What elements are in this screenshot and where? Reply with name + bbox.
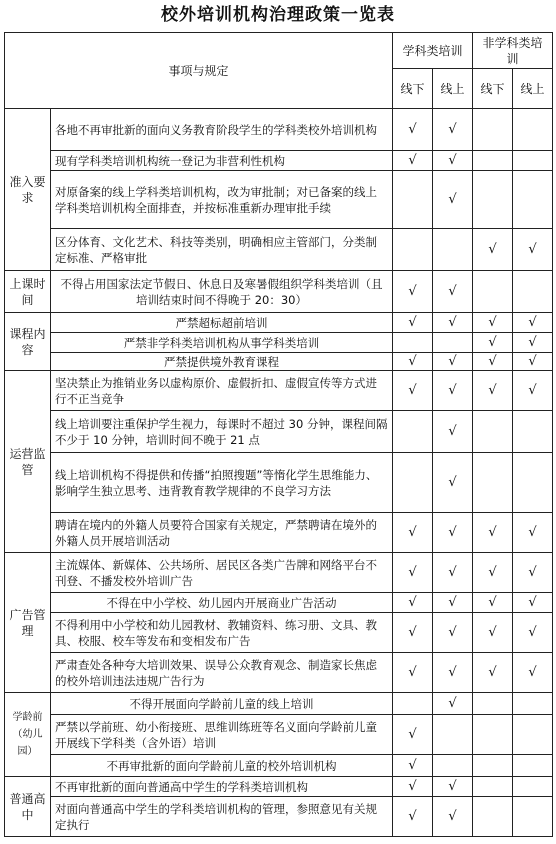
empty-cell (473, 755, 513, 777)
empty-cell (393, 411, 433, 453)
check-mark: √ (433, 271, 473, 313)
check-mark: √ (393, 553, 433, 593)
check-mark: √ (433, 777, 473, 797)
empty-cell (473, 797, 513, 837)
table-row (5, 613, 553, 653)
empty-cell (393, 333, 433, 353)
table-row (5, 171, 553, 229)
empty-cell (513, 109, 553, 151)
check-mark: √ (513, 653, 553, 693)
check-mark: √ (433, 553, 473, 593)
empty-cell (473, 151, 513, 171)
empty-cell (393, 453, 433, 513)
empty-cell (473, 271, 513, 313)
table-row (5, 453, 553, 513)
check-mark: √ (473, 593, 513, 613)
check-mark: √ (433, 653, 473, 693)
check-mark: √ (433, 593, 473, 613)
empty-cell (393, 171, 433, 229)
check-mark: √ (513, 553, 553, 593)
check-mark: √ (393, 715, 433, 755)
policy-item: 不再审批新的面向普通高中学生的学科类培训机构 (51, 777, 393, 797)
check-mark: √ (433, 109, 473, 151)
check-mark: √ (473, 229, 513, 271)
check-mark: √ (473, 353, 513, 371)
category-label: 广告管理 (5, 553, 51, 693)
non-academic-offline-header: 线下 (473, 69, 513, 109)
empty-cell (473, 109, 513, 151)
empty-cell (513, 777, 553, 797)
check-mark: √ (433, 613, 473, 653)
category-label: 准入要求 (5, 109, 51, 271)
check-mark: √ (513, 513, 553, 553)
policy-item: 严禁提供境外教育课程 (51, 353, 393, 371)
check-mark: √ (393, 797, 433, 837)
check-mark: √ (513, 333, 553, 353)
check-mark: √ (393, 109, 433, 151)
policy-item: 不得在中小学校、幼儿园内开展商业广告活动 (51, 593, 393, 613)
check-mark: √ (393, 777, 433, 797)
table-row (5, 693, 553, 715)
empty-cell (433, 229, 473, 271)
table-row (5, 109, 553, 151)
policy-table (4, 32, 553, 837)
policy-item: 坚决禁止为推销业务以虚构原价、虚假折扣、虚假宣传等方式进行不正当竞争 (51, 371, 393, 411)
check-mark: √ (473, 313, 513, 333)
empty-cell (513, 151, 553, 171)
policy-item: 对面向普通高中学生的学科类培训机构的管理，参照意见有关规定执行 (51, 797, 393, 837)
empty-cell (513, 411, 553, 453)
policy-item: 聘请在境内的外籍人员要符合国家有关规定，严禁聘请在境外的外籍人员开展培训活动 (51, 513, 393, 553)
check-mark: √ (393, 353, 433, 371)
category-label: 上课时间 (5, 271, 51, 313)
check-mark: √ (433, 693, 473, 715)
check-mark: √ (473, 333, 513, 353)
policy-item: 现有学科类培训机构统一登记为非营利性机构 (51, 151, 393, 171)
table-row (5, 653, 553, 693)
check-mark: √ (433, 151, 473, 171)
empty-cell (393, 229, 433, 271)
check-mark: √ (473, 513, 513, 553)
category-label: 普通高中 (5, 777, 51, 837)
table-row (5, 151, 553, 171)
policy-item: 严禁非学科类培训机构从事学科类培训 (51, 333, 393, 353)
check-mark: √ (473, 553, 513, 593)
policy-item: 对原备案的线上学科类培训机构，改为审批制；对已备案的线上学科类培训机构全面排查，并按标准重新办理审批手续 (51, 171, 393, 229)
table-row (5, 371, 553, 411)
policy-item: 严禁以学前班、幼小衔接班、思维训练班等名义面向学龄前儿童开展线下学科类（含外语）培训 (51, 715, 393, 755)
policy-item: 严肃查处各种夸大培训效果、误导公众教育观念、制造家长焦虑的校外培训违法违规广告行为 (51, 653, 393, 693)
check-mark: √ (473, 613, 513, 653)
empty-cell (473, 453, 513, 513)
check-mark: √ (473, 653, 513, 693)
empty-cell (473, 777, 513, 797)
empty-cell (513, 171, 553, 229)
table-row (5, 333, 553, 353)
check-mark: √ (513, 593, 553, 613)
non-academic-online-header: 线上 (513, 69, 553, 109)
policy-item: 不得占用国家法定节假日、休息日及寒暑假组织学科类培训（且培训结束时间不得晚于 20：30） (51, 271, 393, 313)
check-mark: √ (513, 313, 553, 333)
policy-item: 严禁超标超前培训 (51, 313, 393, 333)
empty-cell (513, 271, 553, 313)
policy-item: 线上培训机构不得提供和传播“拍照搜题”等惰化学生思维能力、影响学生独立思考、违背教育教学规律的不良学习方法 (51, 453, 393, 513)
page-title: 校外培训机构治理政策一览表 (161, 5, 395, 25)
academic-header: 学科类培训 (393, 33, 473, 69)
table-row (5, 271, 553, 313)
empty-cell (473, 693, 513, 715)
check-mark: √ (393, 271, 433, 313)
category-label: 运营监管 (5, 371, 51, 553)
empty-cell (473, 411, 513, 453)
policy-item: 线上培训要注重保护学生视力，每课时不超过 30 分钟，课程间隔不少于 10 分钟，培训时间不晚于 21 点 (51, 411, 393, 453)
check-mark: √ (513, 353, 553, 371)
check-mark: √ (393, 371, 433, 411)
policy-item: 不得开展面向学龄前儿童的线上培训 (51, 693, 393, 715)
table-row (5, 353, 553, 371)
table-row (5, 553, 553, 593)
table-row (5, 777, 553, 797)
table-row (5, 229, 553, 271)
table-row (5, 797, 553, 837)
policy-item: 主流媒体、新媒体、公共场所、居民区各类广告牌和网络平台不刊登、不播发校外培训广告 (51, 553, 393, 593)
check-mark: √ (433, 371, 473, 411)
category-label: 课程内容 (5, 313, 51, 371)
check-mark: √ (473, 371, 513, 411)
check-mark: √ (513, 613, 553, 653)
policy-item: 不得利用中小学校和幼儿园教材、教辅资料、练习册、文具、教具、校服、校车等发布和变相发布广告 (51, 613, 393, 653)
check-mark: √ (393, 151, 433, 171)
check-mark: √ (393, 755, 433, 777)
empty-cell (473, 715, 513, 755)
non-academic-header: 非学科类培训 (473, 33, 553, 69)
empty-cell (393, 693, 433, 715)
empty-cell (473, 171, 513, 229)
empty-cell (513, 755, 553, 777)
empty-cell (433, 755, 473, 777)
items-header: 事项与规定 (5, 33, 393, 109)
table-row (5, 755, 553, 777)
policy-item: 区分体育、文化艺术、科技等类别，明确相应主管部门，分类制定标准、严格审批 (51, 229, 393, 271)
table-row (5, 715, 553, 755)
table-row (5, 411, 553, 453)
check-mark: √ (393, 593, 433, 613)
empty-cell (513, 715, 553, 755)
empty-cell (513, 453, 553, 513)
check-mark: √ (393, 613, 433, 653)
check-mark: √ (393, 513, 433, 553)
category-label: 学龄前（幼儿园） (5, 693, 51, 777)
table-row (5, 313, 553, 333)
table-row (5, 513, 553, 553)
check-mark: √ (433, 797, 473, 837)
check-mark: √ (393, 653, 433, 693)
check-mark: √ (393, 313, 433, 333)
check-mark: √ (433, 171, 473, 229)
empty-cell (433, 715, 473, 755)
check-mark: √ (433, 353, 473, 371)
policy-item: 各地不再审批新的面向义务教育阶段学生的学科类校外培训机构 (51, 109, 393, 151)
academic-offline-header: 线下 (393, 69, 433, 109)
check-mark: √ (513, 229, 553, 271)
academic-online-header: 线上 (433, 69, 473, 109)
empty-cell (433, 333, 473, 353)
check-mark: √ (433, 453, 473, 513)
check-mark: √ (433, 313, 473, 333)
check-mark: √ (433, 411, 473, 453)
empty-cell (513, 693, 553, 715)
table-row (5, 593, 553, 613)
policy-item: 不再审批新的面向学龄前儿童的校外培训机构 (51, 755, 393, 777)
check-mark: √ (433, 513, 473, 553)
check-mark: √ (513, 371, 553, 411)
empty-cell (513, 797, 553, 837)
policy-table-body (5, 109, 553, 837)
